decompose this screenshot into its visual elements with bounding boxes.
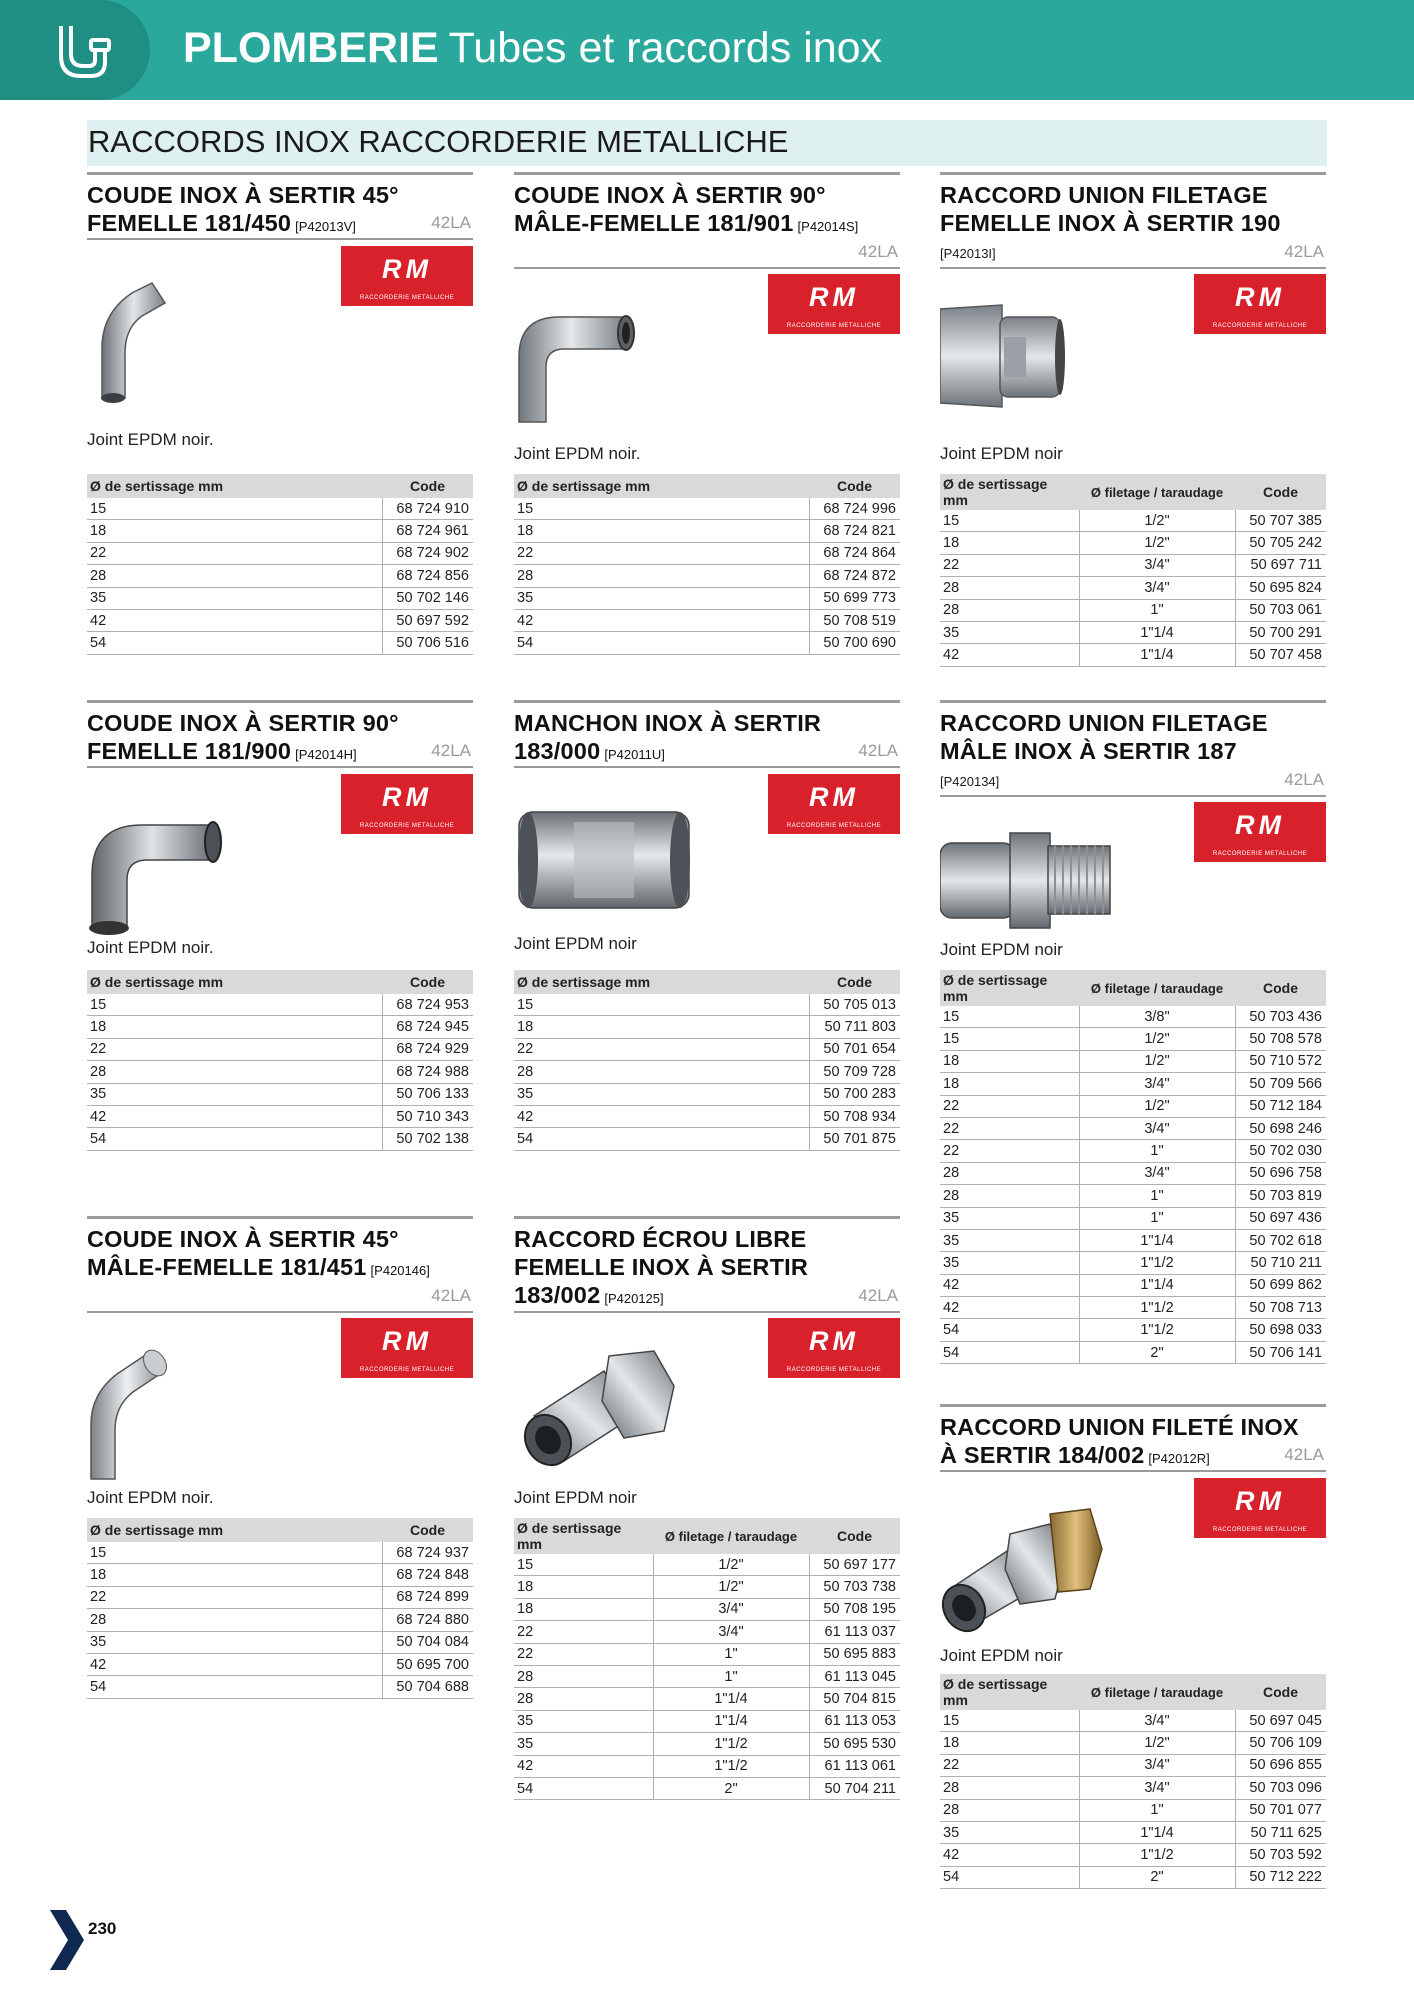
- table-row: 42 1"1/2 61 113 061: [514, 1755, 900, 1777]
- table-row: 28 1" 50 703 061: [940, 599, 1326, 621]
- table-row: 22 1" 50 702 030: [940, 1140, 1326, 1162]
- la-code: 42LA: [858, 741, 898, 760]
- la-code: 42LA: [858, 242, 898, 261]
- table-row: 15 68 724 910: [87, 498, 473, 520]
- product-card: [940, 172, 1326, 672]
- product-image: [87, 1344, 177, 1484]
- table-row: 35 1" 50 697 436: [940, 1207, 1326, 1229]
- table-row: 22 50 701 654: [514, 1038, 900, 1060]
- product-title: COUDE INOX À SERTIR 45° FEMELLE 181/450 [P42013V]: [87, 182, 399, 236]
- table-row: 15 68 724 953: [87, 994, 473, 1016]
- la-code: 42LA: [1284, 770, 1324, 789]
- product-table: Ø de sertissage mm Ø filetage / taraudage Code 15 1/2" 50 707 385 18 1/2" 50 705 242 22 3/4" 50 697 711 28 3/4" 50 695 824 28 1" 50 703 061 35 1"1/4 50 700 291 42 1"1/4 50 707 458: [940, 474, 1326, 667]
- product-image: [940, 1504, 1105, 1634]
- product-card: [87, 700, 473, 1170]
- table-row: 42 50 697 592: [87, 609, 473, 631]
- table-row: 18 3/4" 50 708 195: [514, 1598, 900, 1620]
- product-title: COUDE INOX À SERTIR 90° FEMELLE 181/900 [P42014H]: [87, 710, 399, 764]
- product-image: [514, 800, 694, 920]
- table-row: 42 50 708 934: [514, 1105, 900, 1127]
- brand-logo: RM RACCORDERIE METALLICHE: [768, 274, 900, 334]
- table-row: 28 1"1/4 50 704 815: [514, 1688, 900, 1710]
- table-row: 22 3/4" 50 698 246: [940, 1117, 1326, 1139]
- product-title: RACCORD UNION FILETÉ INOX À SERTIR 184/002 [P42012R]: [940, 1414, 1299, 1468]
- table-row: 54 50 704 688: [87, 1676, 473, 1698]
- table-row: 35 1"1/4 50 711 625: [940, 1821, 1326, 1843]
- product-table: Ø de sertissage mm Code 15 68 724 953 18 68 724 945 22 68 724 929 28 68 724 988 35 50 706 133 42 50 710 343 54 50 702 138: [87, 970, 473, 1151]
- table-row: 42 50 695 700: [87, 1653, 473, 1675]
- table-row: 54 50 701 875: [514, 1128, 900, 1150]
- brand-logo: RM RACCORDERIE METALLICHE: [768, 774, 900, 834]
- brand-logo: RM RACCORDERIE METALLICHE: [341, 774, 473, 834]
- table-row: 18 1/2" 50 710 572: [940, 1050, 1326, 1072]
- table-row: 18 68 724 961: [87, 520, 473, 542]
- la-code: 42LA: [1284, 242, 1324, 261]
- table-row: 28 50 709 728: [514, 1061, 900, 1083]
- table-row: 28 3/4" 50 696 758: [940, 1162, 1326, 1184]
- product-title: RACCORD UNION FILETAGE MÂLE INOX À SERTIR 187: [940, 710, 1268, 764]
- table-row: 15 68 724 937: [87, 1542, 473, 1564]
- table-row: 28 68 724 856: [87, 565, 473, 587]
- table-row: 28 1" 50 703 819: [940, 1185, 1326, 1207]
- product-title: COUDE INOX À SERTIR 90° MÂLE-FEMELLE 181/901 [P42014S]: [514, 182, 859, 236]
- table-row: 54 50 702 138: [87, 1128, 473, 1150]
- joint-note: Joint EPDM noir.: [87, 938, 214, 957]
- product-image: [514, 297, 644, 427]
- table-row: 18 1/2" 50 705 242: [940, 532, 1326, 554]
- table-row: 28 3/4" 50 703 096: [940, 1777, 1326, 1799]
- la-code: 42LA: [858, 1286, 898, 1305]
- product-card: [514, 700, 900, 1170]
- product-table: Ø de sertissage mm Code 15 68 724 996 18 68 724 821 22 68 724 864 28 68 724 872 35 50 699 773 42 50 708 519 54 50 700 690: [514, 474, 900, 655]
- product-title: RACCORD ÉCROU LIBRE FEMELLE INOX À SERTIR 183/002 [P420125]: [514, 1226, 809, 1308]
- joint-note: Joint EPDM noir: [940, 444, 1063, 463]
- table-row: 18 68 724 945: [87, 1016, 473, 1038]
- table-row: 42 50 710 343: [87, 1105, 473, 1127]
- product-card: [514, 1216, 900, 1816]
- table-row: 22 3/4" 50 697 711: [940, 554, 1326, 576]
- table-row: 22 68 724 929: [87, 1038, 473, 1060]
- table-row: 22 68 724 902: [87, 542, 473, 564]
- table-row: 35 50 706 133: [87, 1083, 473, 1105]
- table-row: 54 2" 50 706 141: [940, 1341, 1326, 1363]
- table-row: 35 1"1/2 50 710 211: [940, 1252, 1326, 1274]
- table-row: 54 1"1/2 50 698 033: [940, 1319, 1326, 1341]
- table-row: 28 1" 61 113 045: [514, 1665, 900, 1687]
- table-row: 35 50 702 146: [87, 587, 473, 609]
- table-row: 35 1"1/2 50 695 530: [514, 1733, 900, 1755]
- chevron-right-icon: [50, 1910, 86, 1970]
- table-row: 18 3/4" 50 709 566: [940, 1073, 1326, 1095]
- product-card: [87, 172, 473, 672]
- product-title: RACCORD UNION FILETAGE FEMELLE INOX À SERTIR 190: [940, 182, 1281, 236]
- section-title: RACCORDS INOX RACCORDERIE METALLICHE: [88, 124, 789, 159]
- table-row: 42 1"1/4 50 699 862: [940, 1274, 1326, 1296]
- table-row: 15 3/4" 50 697 045: [940, 1710, 1326, 1732]
- la-code: 42LA: [431, 213, 471, 232]
- joint-note: Joint EPDM noir.: [514, 444, 641, 463]
- table-row: 15 68 724 996: [514, 498, 900, 520]
- joint-note: Joint EPDM noir: [940, 940, 1063, 959]
- table-row: 15 1/2" 50 707 385: [940, 510, 1326, 532]
- la-code: 42LA: [1284, 1445, 1324, 1464]
- table-row: 22 3/4" 61 113 037: [514, 1621, 900, 1643]
- brand-logo: RM RACCORDERIE METALLICHE: [768, 1318, 900, 1378]
- la-code: 42LA: [431, 1286, 471, 1305]
- table-row: 22 68 724 864: [514, 542, 900, 564]
- table-row: 18 1/2" 50 703 738: [514, 1576, 900, 1598]
- product-ref: [P420134]: [940, 774, 1000, 789]
- product-table: Ø de sertissage mm Code 15 68 724 910 18 68 724 961 22 68 724 902 28 68 724 856 35 50 702 146 42 50 697 592 54 50 706 516: [87, 474, 473, 655]
- table-row: 22 3/4" 50 696 855: [940, 1754, 1326, 1776]
- product-image: [514, 1346, 679, 1476]
- table-row: 35 1"1/4 61 113 053: [514, 1710, 900, 1732]
- product-card: [514, 172, 900, 672]
- page-title: PLOMBERIE Tubes et raccords inox: [183, 24, 883, 72]
- product-image: [87, 268, 187, 408]
- pipe-icon: [55, 22, 115, 82]
- table-row: 18 50 711 803: [514, 1016, 900, 1038]
- table-row: 54 50 700 690: [514, 632, 900, 654]
- joint-note: Joint EPDM noir: [940, 1646, 1063, 1665]
- table-row: 54 50 706 516: [87, 632, 473, 654]
- product-table: Ø de sertissage mm Code 15 68 724 937 18 68 724 848 22 68 724 899 28 68 724 880 35 50 704 084 42 50 695 700 54 50 704 688: [87, 1518, 473, 1699]
- joint-note: Joint EPDM noir: [514, 1488, 637, 1507]
- product-image: [87, 800, 222, 935]
- product-image: [940, 828, 1115, 933]
- table-row: 28 68 724 880: [87, 1609, 473, 1631]
- product-title: COUDE INOX À SERTIR 45° MÂLE-FEMELLE 181/451 [P420146]: [87, 1226, 430, 1280]
- brand-logo: RM RACCORDERIE METALLICHE: [341, 1318, 473, 1378]
- page-number-badge: [50, 1910, 117, 1975]
- product-ref: [P42013I]: [940, 246, 996, 261]
- table-row: 15 50 705 013: [514, 994, 900, 1016]
- joint-note: Joint EPDM noir.: [87, 430, 214, 449]
- table-row: 42 1"1/4 50 707 458: [940, 644, 1326, 666]
- joint-note: Joint EPDM noir: [514, 934, 637, 953]
- table-row: 54 2" 50 704 211: [514, 1777, 900, 1799]
- product-table: Ø de sertissage mm Code 15 50 705 013 18 50 711 803 22 50 701 654 28 50 709 728 35 50 700 283 42 50 708 934 54 50 701 875: [514, 970, 900, 1151]
- table-row: 28 68 724 872: [514, 565, 900, 587]
- table-row: 42 1"1/2 50 708 713: [940, 1297, 1326, 1319]
- joint-note: Joint EPDM noir.: [87, 1488, 214, 1507]
- table-row: 15 1/2" 50 708 578: [940, 1028, 1326, 1050]
- product-card: [87, 1216, 473, 1716]
- la-code: 42LA: [431, 741, 471, 760]
- page-header: [0, 0, 1414, 100]
- table-row: 42 50 708 519: [514, 609, 900, 631]
- table-row: 28 68 724 988: [87, 1061, 473, 1083]
- brand-logo: RM RACCORDERIE METALLICHE: [341, 246, 473, 306]
- plumbing-icon-box: [0, 0, 150, 100]
- table-row: 22 1" 50 695 883: [514, 1643, 900, 1665]
- table-row: 18 1/2" 50 706 109: [940, 1732, 1326, 1754]
- table-row: 15 1/2" 50 697 177: [514, 1554, 900, 1576]
- product-table: Ø de sertissage mm Ø filetage / taraudage Code 15 3/8" 50 703 436 15 1/2" 50 708 578 18 1/2" 50 710 572 18 3/4" 50 709 566 22 1/2" 50 712 184 22 3/4" 50 698 246 22 1" 50 702 030 28 3/4" 50 696 758 28 1" 50 703 819 35 1" 50 697 436 35 1"1/4 50 702 618 35 1"1/2 50 710 211 42 1"1/4 50 699 862 42 1"1/2 50 708 713 54 1"1/2 50 698 033 54 2" 50 706 141: [940, 970, 1326, 1364]
- table-row: 18 68 724 821: [514, 520, 900, 542]
- table-row: 35 50 699 773: [514, 587, 900, 609]
- brand-logo: RM RACCORDERIE METALLICHE: [1194, 1478, 1326, 1538]
- table-row: 35 50 704 084: [87, 1631, 473, 1653]
- product-card: [940, 1404, 1326, 1904]
- table-row: 35 50 700 283: [514, 1083, 900, 1105]
- table-row: 42 1"1/2 50 703 592: [940, 1844, 1326, 1866]
- table-row: 28 1" 50 701 077: [940, 1799, 1326, 1821]
- brand-logo: RM RACCORDERIE METALLICHE: [1194, 802, 1326, 862]
- table-row: 15 3/8" 50 703 436: [940, 1006, 1326, 1028]
- product-table: Ø de sertissage mm Ø filetage / taraudage Code 15 3/4" 50 697 045 18 1/2" 50 706 109 22 3/4" 50 696 855 28 3/4" 50 703 096 28 1" 50 701 077 35 1"1/4 50 711 625 42 1"1/2 50 703 592 54 2" 50 712 222: [940, 1674, 1326, 1889]
- product-card: [940, 700, 1326, 1390]
- table-row: 22 1/2" 50 712 184: [940, 1095, 1326, 1117]
- table-row: 22 68 724 899: [87, 1586, 473, 1608]
- page-number: 230: [88, 1919, 117, 1938]
- table-row: 35 1"1/4 50 702 618: [940, 1229, 1326, 1251]
- table-row: 18 68 724 848: [87, 1564, 473, 1586]
- table-row: 28 3/4" 50 695 824: [940, 577, 1326, 599]
- product-title: MANCHON INOX À SERTIR 183/000 [P42011U]: [514, 710, 822, 764]
- product-table: Ø de sertissage mm Ø filetage / taraudage Code 15 1/2" 50 697 177 18 1/2" 50 703 738 18 3/4" 50 708 195 22 3/4" 61 113 037 22 1" 50 695 883 28 1" 61 113 045 28 1"1/4 50 704 815 35 1"1/4 61 113 053 35 1"1/2 50 695 530 42 1"1/2 61 113 061 54 2" 50 704 211: [514, 1518, 900, 1800]
- brand-logo: RM RACCORDERIE METALLICHE: [1194, 274, 1326, 334]
- table-row: 35 1"1/4 50 700 291: [940, 621, 1326, 643]
- table-row: 54 2" 50 712 222: [940, 1866, 1326, 1888]
- product-image: [940, 297, 1065, 417]
